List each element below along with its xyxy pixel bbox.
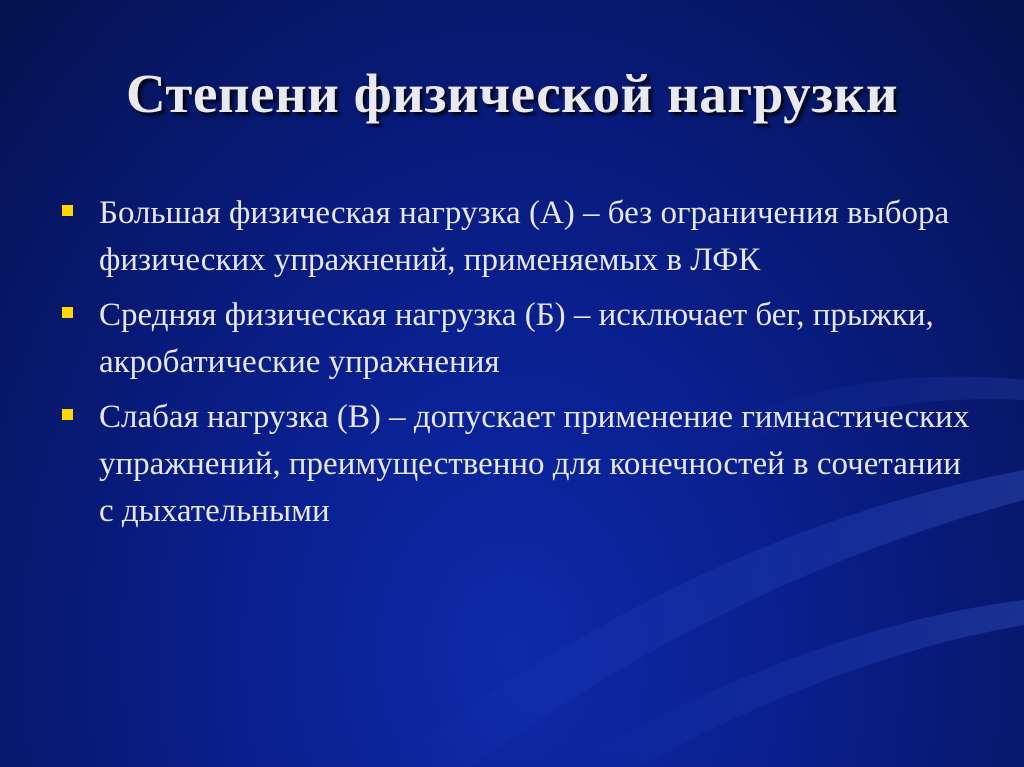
square-bullet-icon xyxy=(62,205,73,216)
square-bullet-icon xyxy=(62,409,73,420)
bullet-item-heavy-load xyxy=(62,190,982,284)
square-bullet-icon xyxy=(62,307,73,318)
bullet-list xyxy=(62,190,982,543)
bullet-text: Слабая нагрузка (В) – допускает применение гимнастических упражнений, преимущественно для конечностей в сочетании с дыхательными xyxy=(99,399,970,529)
bullet-text: Большая физическая нагрузка (А) – без ограничения выбора физических упражнений, применяемых в ЛФК xyxy=(99,195,950,278)
bullet-item-medium-load xyxy=(62,292,982,386)
bullet-item-light-load xyxy=(62,394,982,535)
bullet-text: Средняя физическая нагрузка (Б) – исключает бег, прыжки, акробатические упражнения xyxy=(99,297,934,380)
slide-title: Степени физической нагрузки xyxy=(125,63,899,124)
